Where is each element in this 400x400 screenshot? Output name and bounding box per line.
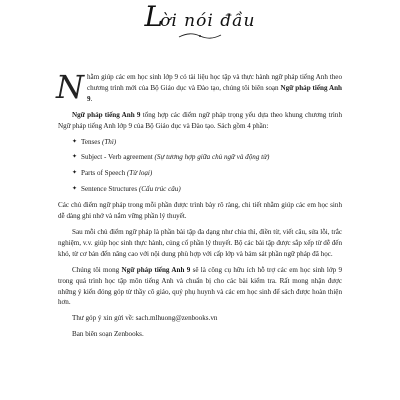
part-note: (Cấu trúc câu) — [138, 185, 181, 194]
intro-text: hằm giúp các em học sinh lớp 9 có tài liệu học tập và thực hành ngữ pháp tiếng Anh theo chương trình mới của Bộ Giáo dục và Đào tạo, chúng tôi biên soạn — [87, 73, 342, 92]
part-label: Sentence Structures — [81, 185, 138, 194]
closing-text: sẽ là công cụ hữu ích hỗ trợ các em học sinh lớp 9 trong quá trình học tập môn tiếng Anh và chuẩn bị cho các bài kiểm tra. Rất mong nhận được những ý kiến đóng góp từ thầy cô giáo, quý phụ huynh và các em học sinh để sách được hoàn thiện hơn. — [58, 265, 343, 307]
signature-line: Ban biên soạn Zenbooks. — [72, 330, 144, 339]
overview-paragraph — [58, 110, 342, 132]
parts-list — [58, 137, 342, 196]
title-rest: ời nói đầu — [160, 11, 256, 31]
title-ornament-icon — [177, 32, 223, 40]
list-item — [72, 152, 342, 163]
overview-text: tổng hợp các điểm ngữ pháp trọng yếu dựa theo khung chương trình Ngữ pháp tiếng Anh lớp 9 của Bộ Giáo dục và Đào tạo. Sách gồm 4 phần: — [58, 110, 342, 130]
diamond-bullet-icon: ✦ — [72, 138, 78, 145]
title-initial: L — [144, 0, 165, 33]
diamond-bullet-icon: ✦ — [72, 170, 78, 177]
contact-line: Thư góp ý xin gửi về: sach.mlhuong@zenbooks.vn — [72, 314, 218, 323]
drop-cap: N — [56, 68, 84, 106]
intro-end: . — [90, 94, 93, 103]
intro-paragraph — [56, 68, 342, 106]
presentation-paragraph: Các chủ điểm ngữ pháp trong mỗi phần được trình bày rõ ràng, chi tiết nhằm giúp các em học sinh dễ dàng ghi nhớ và nắm vững phần lý thuyết. — [58, 201, 342, 221]
diamond-bullet-icon: ✦ — [72, 154, 78, 161]
preface-title — [144, 0, 256, 33]
list-item — [72, 168, 342, 179]
part-note: (Sự tương hợp giữa chủ ngữ và động từ) — [154, 153, 270, 162]
part-label: Tenses — [81, 137, 101, 146]
part-label: Parts of Speech — [81, 169, 126, 178]
intro-book-title: Ngữ pháp tiếng Anh 9 — [87, 83, 342, 103]
preface-header — [0, 0, 400, 40]
exercises-paragraph: Sau mỗi chủ điểm ngữ pháp là phần bài tập đa dạng như chia thì, điền từ, viết câu, sửa lỗi, trắc nghiệm, v.v. giúp học sinh thực hành, củng cố phần lý thuyết. Bộ các bài tập được sắp xếp từ dễ đến khó, từ cơ bản đến nâng cao với nội dung phù hợp với cấp lớp và bám sát phần ngữ pháp đã học. — [58, 227, 342, 258]
list-item — [72, 184, 342, 195]
overview-book-title: Ngữ pháp tiếng Anh 9 — [72, 110, 141, 119]
list-item — [72, 137, 342, 148]
part-note: (Thì) — [101, 137, 117, 146]
closing-paragraph — [58, 265, 342, 309]
part-note: (Từ loại) — [126, 169, 153, 178]
closing-pre: Chúng tôi mong — [72, 265, 122, 274]
part-label: Subject - Verb agreement — [81, 153, 153, 162]
diamond-bullet-icon: ✦ — [72, 186, 78, 193]
closing-book-title: Ngữ pháp tiếng Anh 9 — [121, 265, 191, 274]
